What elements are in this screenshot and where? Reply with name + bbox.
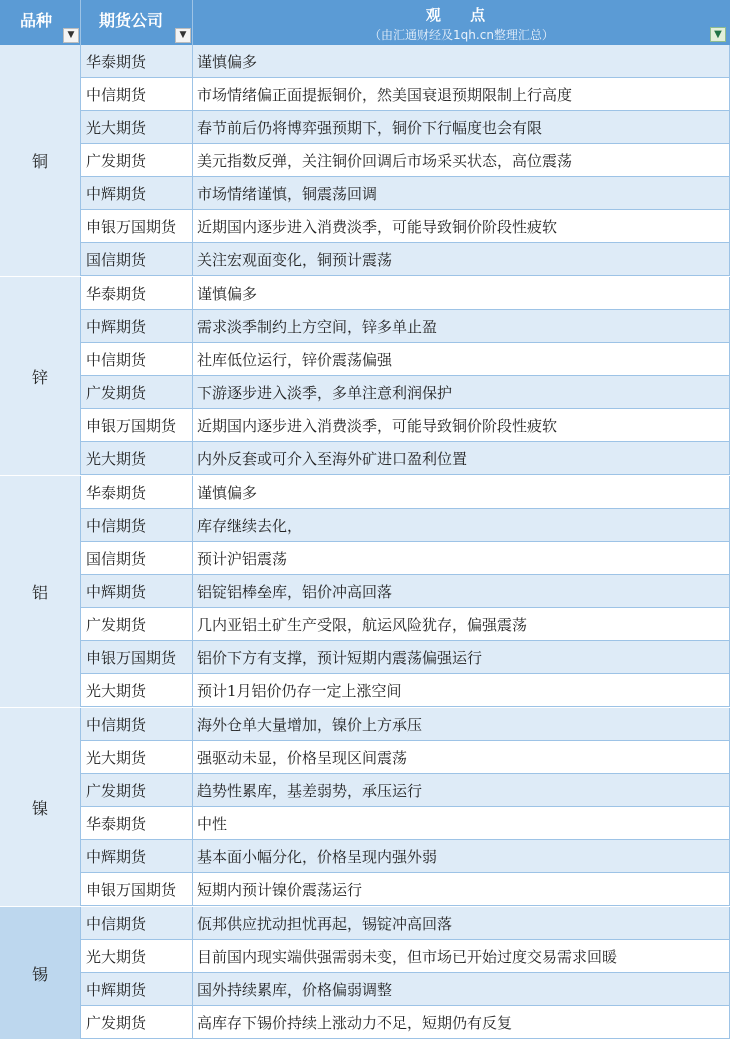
table-row — [81, 442, 730, 475]
table-row — [81, 45, 730, 78]
view-cell[interactable]: 预计1月铝价仍存一定上涨空间 — [193, 674, 730, 706]
table-row — [81, 575, 730, 608]
company-cell[interactable]: 中辉期货 — [81, 840, 193, 872]
view-cell[interactable]: 近期国内逐步进入消费淡季，可能导致铜价阶段性疲软 — [193, 210, 730, 242]
table-row — [81, 674, 730, 707]
view-cell[interactable]: 中性 — [193, 807, 730, 839]
company-cell[interactable]: 中信期货 — [81, 708, 193, 740]
metal-name-cell[interactable]: 锌 — [0, 277, 81, 475]
table-row — [81, 940, 730, 973]
company-cell[interactable]: 中信期货 — [81, 343, 193, 375]
table-row — [81, 111, 730, 144]
table-row — [81, 774, 730, 807]
table-row — [81, 807, 730, 840]
company-cell[interactable]: 申银万国期货 — [81, 641, 193, 673]
company-cell[interactable]: 中信期货 — [81, 907, 193, 939]
view-cell[interactable]: 海外仓单大量增加，镍价上方承压 — [193, 708, 730, 740]
dropdown-arrow-icon[interactable]: ▼ — [175, 28, 191, 43]
header-view-cell — [193, 0, 730, 45]
company-cell[interactable]: 中辉期货 — [81, 177, 193, 209]
table-row — [81, 1006, 730, 1039]
metal-group — [0, 45, 730, 277]
funnel-icon[interactable]: ▼ — [710, 27, 726, 42]
table-row — [81, 343, 730, 376]
table-row — [81, 177, 730, 210]
company-cell[interactable]: 华泰期货 — [81, 45, 193, 77]
table-row — [81, 78, 730, 111]
header-variety-label: 品种 — [20, 11, 53, 30]
company-cell[interactable]: 中信期货 — [81, 509, 193, 541]
company-cell[interactable]: 中辉期货 — [81, 575, 193, 607]
header-view-label: 观 点 — [425, 6, 498, 24]
company-cell[interactable]: 光大期货 — [81, 674, 193, 706]
view-cell[interactable]: 美元指数反弹，关注铜价回调后市场采买状态，高位震荡 — [193, 144, 730, 176]
view-cell[interactable]: 几内亚铝土矿生产受限，航运风险犹存，偏强震荡 — [193, 608, 730, 640]
view-cell[interactable]: 社库低位运行，锌价震荡偏强 — [193, 343, 730, 375]
view-cell[interactable]: 目前国内现实端供强需弱未变，但市场已开始过度交易需求回暖 — [193, 940, 730, 972]
company-cell[interactable]: 广发期货 — [81, 376, 193, 408]
view-cell[interactable]: 佤邦供应扰动担忧再起，锡锭冲高回落 — [193, 907, 730, 939]
table-row — [81, 376, 730, 409]
table-row — [81, 907, 730, 940]
view-cell[interactable]: 内外反套或可介入至海外矿进口盈利位置 — [193, 442, 730, 474]
table-row — [81, 840, 730, 873]
company-cell[interactable]: 中信期货 — [81, 78, 193, 110]
table-row — [81, 210, 730, 243]
company-cell[interactable]: 申银万国期货 — [81, 210, 193, 242]
view-cell[interactable]: 高库存下锡价持续上涨动力不足，短期仍有反复 — [193, 1006, 730, 1038]
company-cell[interactable]: 广发期货 — [81, 608, 193, 640]
view-cell[interactable]: 谨慎偏多 — [193, 277, 730, 309]
metal-name-cell[interactable]: 铜 — [0, 45, 81, 276]
metal-name-cell[interactable]: 镍 — [0, 708, 81, 906]
header-variety-cell — [0, 0, 81, 45]
header-company-cell — [81, 0, 193, 45]
table-body — [0, 45, 730, 1040]
view-cell[interactable]: 基本面小幅分化，价格呈现内强外弱 — [193, 840, 730, 872]
table-row — [81, 310, 730, 343]
view-cell[interactable]: 强驱动未显，价格呈现区间震荡 — [193, 741, 730, 773]
view-cell[interactable]: 谨慎偏多 — [193, 476, 730, 508]
table-row — [81, 509, 730, 542]
view-cell[interactable]: 趋势性累库，基差弱势，承压运行 — [193, 774, 730, 806]
table-row — [81, 641, 730, 674]
table-row — [81, 973, 730, 1006]
company-cell[interactable]: 华泰期货 — [81, 807, 193, 839]
view-cell[interactable]: 库存继续去化， — [193, 509, 730, 541]
company-cell[interactable]: 国信期货 — [81, 542, 193, 574]
company-cell[interactable]: 广发期货 — [81, 774, 193, 806]
view-cell[interactable]: 短期内预计镍价震荡运行 — [193, 873, 730, 905]
view-cell[interactable]: 市场情绪谨慎，铜震荡回调 — [193, 177, 730, 209]
table-row — [81, 873, 730, 906]
table-row — [81, 476, 730, 509]
table-row — [81, 542, 730, 575]
view-cell[interactable]: 需求淡季制约上方空间，锌多单止盈 — [193, 310, 730, 342]
company-cell[interactable]: 申银万国期货 — [81, 873, 193, 905]
company-cell[interactable]: 中辉期货 — [81, 973, 193, 1005]
company-cell[interactable]: 光大期货 — [81, 442, 193, 474]
table-row — [81, 144, 730, 177]
view-cell[interactable]: 谨慎偏多 — [193, 45, 730, 77]
company-cell[interactable]: 中辉期货 — [81, 310, 193, 342]
company-cell[interactable]: 华泰期货 — [81, 476, 193, 508]
table-row — [81, 741, 730, 774]
table-row — [81, 277, 730, 310]
metal-group — [0, 708, 730, 907]
header-view-subtitle: （由汇通财经及1qh.cn整理汇总） — [369, 28, 554, 42]
metal-name-cell[interactable]: 铝 — [0, 476, 81, 707]
company-cell[interactable]: 广发期货 — [81, 144, 193, 176]
header-company-label: 期货公司 — [99, 11, 164, 30]
view-cell[interactable]: 铝价下方有支撑，预计短期内震荡偏强运行 — [193, 641, 730, 673]
view-cell[interactable]: 春节前后仍将博弈强预期下，铜价下行幅度也会有限 — [193, 111, 730, 143]
view-cell[interactable]: 国外持续累库，价格偏弱调整 — [193, 973, 730, 1005]
table-row — [81, 243, 730, 276]
table-row — [81, 708, 730, 741]
table-row — [81, 409, 730, 442]
metal-group — [0, 476, 730, 708]
view-cell[interactable]: 下游逐步进入淡季，多单注意利润保护 — [193, 376, 730, 408]
metal-group — [0, 277, 730, 476]
company-cell[interactable]: 光大期货 — [81, 741, 193, 773]
view-cell[interactable]: 铝锭铝棒垒库，铝价冲高回落 — [193, 575, 730, 607]
company-cell[interactable]: 申银万国期货 — [81, 409, 193, 441]
company-cell[interactable]: 华泰期货 — [81, 277, 193, 309]
table-row — [81, 608, 730, 641]
company-cell[interactable]: 光大期货 — [81, 111, 193, 143]
view-cell[interactable]: 关注宏观面变化，铜预计震荡 — [193, 243, 730, 275]
dropdown-arrow-icon[interactable]: ▼ — [63, 28, 79, 43]
table-header — [0, 0, 730, 45]
view-cell[interactable]: 近期国内逐步进入消费淡季，可能导致铜价阶段性疲软 — [193, 409, 730, 441]
company-cell[interactable]: 光大期货 — [81, 940, 193, 972]
view-cell[interactable]: 预计沪铝震荡 — [193, 542, 730, 574]
company-cell[interactable]: 广发期货 — [81, 1006, 193, 1038]
company-cell[interactable]: 国信期货 — [81, 243, 193, 275]
view-cell[interactable]: 市场情绪偏正面提振铜价，然美国衰退预期限制上行高度 — [193, 78, 730, 110]
metal-group — [0, 907, 730, 1040]
metal-name-cell[interactable]: 锡 — [0, 907, 81, 1039]
